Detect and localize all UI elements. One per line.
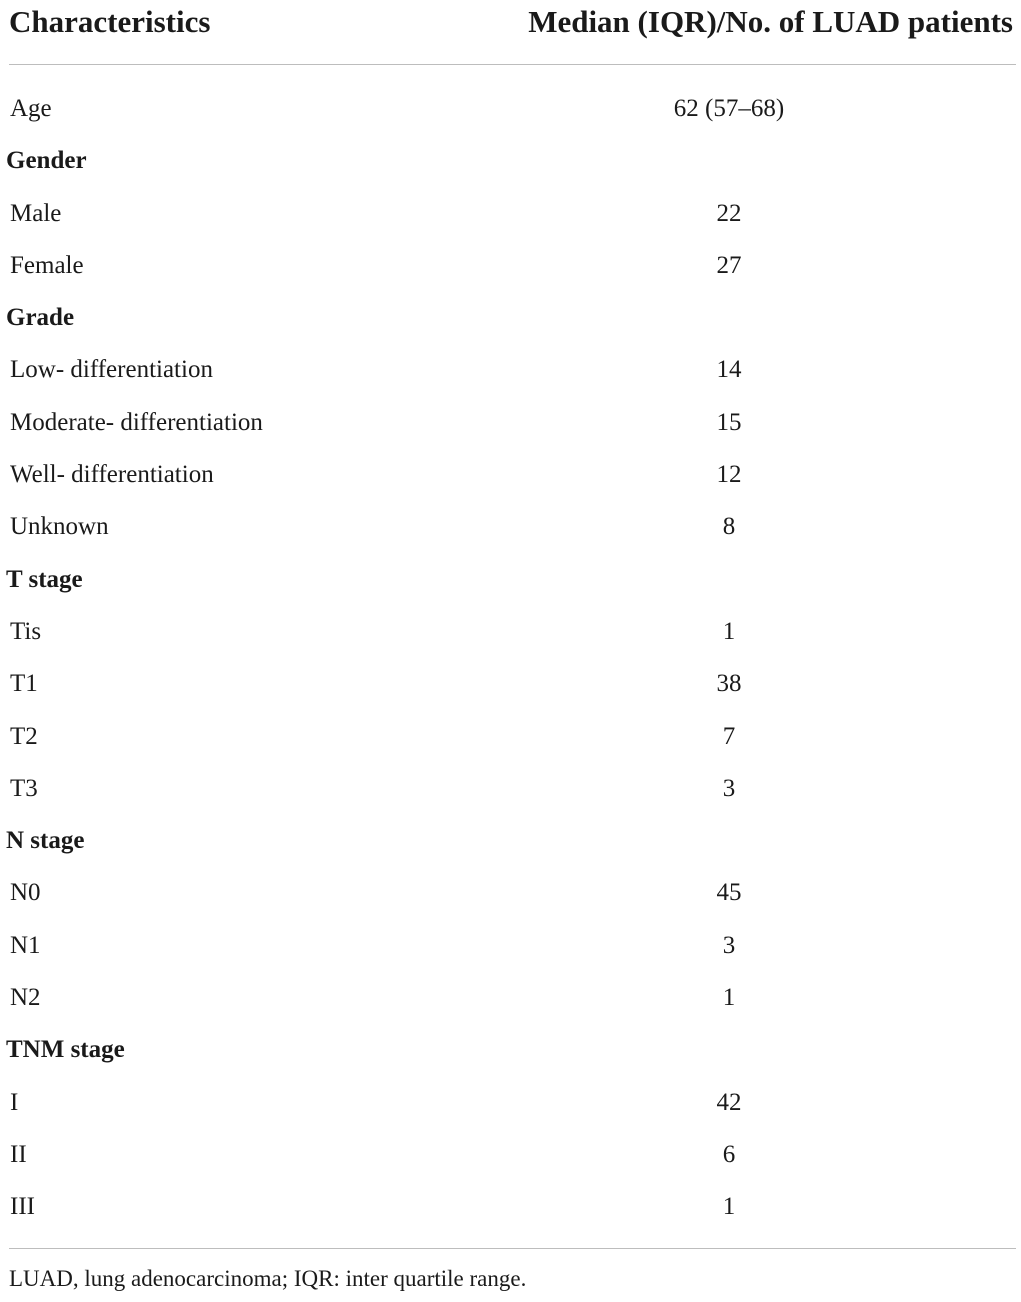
table-group-row — [0, 554, 1021, 606]
table-row — [0, 344, 1021, 396]
row-label: Low- differentiation — [10, 356, 213, 384]
row-value: 27 — [716, 251, 742, 279]
row-label: T2 — [10, 722, 38, 750]
row-label: Male — [10, 199, 62, 227]
row-label: Female — [10, 251, 84, 279]
table-row — [0, 397, 1021, 449]
row-value: 42 — [716, 1088, 742, 1116]
table-row — [0, 1181, 1021, 1233]
row-label: T3 — [10, 774, 38, 802]
row-value: 12 — [716, 461, 742, 489]
row-value: 15 — [716, 408, 742, 436]
row-label: Moderate- differentiation — [10, 408, 263, 436]
table-footnote: LUAD, lung adenocarcinoma; IQR: inter quartile range. — [9, 1266, 527, 1291]
group-label: Gender — [6, 147, 87, 175]
row-value: 1 — [722, 1193, 736, 1221]
row-label: N0 — [10, 879, 41, 907]
group-label: T stage — [6, 565, 83, 593]
footer-divider — [9, 1248, 1016, 1249]
table-row — [0, 449, 1021, 501]
row-value: 38 — [716, 670, 742, 698]
table-group-row — [0, 292, 1021, 344]
table-row — [0, 1129, 1021, 1181]
column-header-characteristics: Characteristics — [9, 4, 211, 39]
table-group-row — [0, 815, 1021, 867]
row-label: T1 — [10, 670, 38, 698]
row-value: 62 (57–68) — [673, 95, 785, 122]
table-row — [0, 867, 1021, 919]
table-row — [0, 83, 1021, 135]
row-value: 14 — [716, 356, 742, 384]
group-label: Grade — [6, 304, 75, 332]
row-label: N1 — [10, 931, 41, 959]
column-header-value: Median (IQR)/No. of LUAD patients — [528, 4, 1013, 39]
table-row — [0, 501, 1021, 553]
row-value: 1 — [722, 617, 736, 645]
table-group-row — [0, 1024, 1021, 1076]
row-value: 3 — [722, 931, 736, 959]
row-value: 6 — [722, 1140, 736, 1168]
table-row — [0, 763, 1021, 815]
row-label: Age — [10, 95, 52, 122]
table-row — [0, 1077, 1021, 1129]
table-body — [0, 83, 1021, 1234]
table-row — [0, 188, 1021, 240]
table-row — [0, 606, 1021, 658]
row-value: 45 — [716, 879, 742, 907]
row-value: 8 — [722, 513, 736, 541]
table-row — [0, 711, 1021, 763]
table-row — [0, 972, 1021, 1024]
group-label: N stage — [6, 827, 85, 855]
row-label: N2 — [10, 984, 41, 1012]
row-label: I — [10, 1088, 19, 1116]
row-label: Unknown — [10, 513, 109, 541]
row-label: III — [10, 1193, 35, 1221]
header-divider — [9, 64, 1016, 65]
row-value: 1 — [722, 984, 736, 1012]
table-row — [0, 240, 1021, 292]
table-row — [0, 658, 1021, 710]
row-value: 22 — [716, 199, 742, 227]
row-label: II — [10, 1140, 27, 1168]
group-label: TNM stage — [6, 1036, 125, 1064]
row-value: 7 — [722, 722, 736, 750]
row-label: Well- differentiation — [10, 461, 214, 489]
row-label: Tis — [10, 617, 42, 645]
table-group-row — [0, 135, 1021, 187]
table-row — [0, 920, 1021, 972]
row-value: 3 — [722, 774, 736, 802]
